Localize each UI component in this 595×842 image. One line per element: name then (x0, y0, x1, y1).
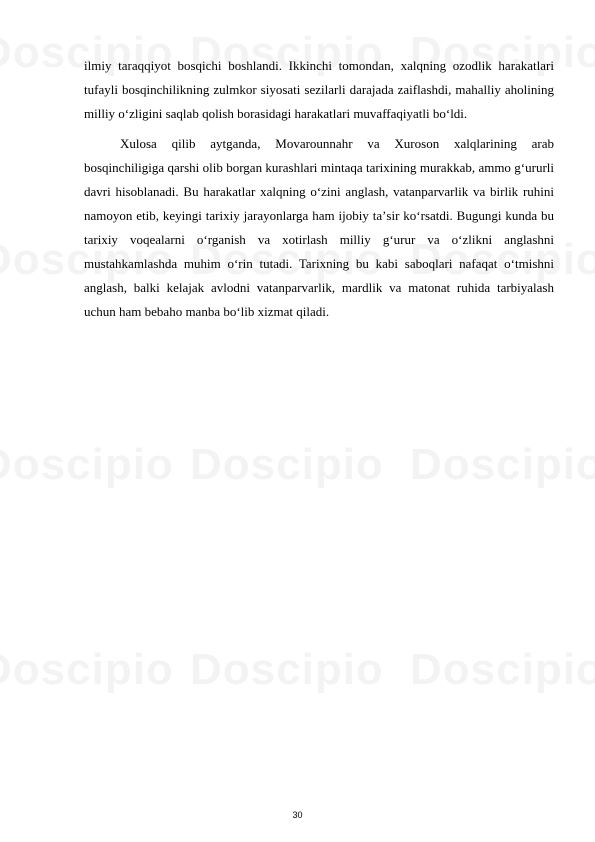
document-body (84, 54, 554, 324)
watermark-text (410, 440, 595, 490)
watermark-text (0, 645, 174, 695)
paragraph: Xulosa qilib aytganda, Movarounnahr va Xuroson xalqlarining arab bosqinchiligiga qarshi olib borgan kurashlari mintaqa tarixining murakkab, ammo g‘ururli davri hisoblanadi. Bu harakatlar xalqning o‘zini anglash, vatanparvarlik va birlik ruhini namoyon etib, keyingi tarixiy jarayonlarga ham ijobiy taʼsir ko‘rsatdi. Bugungi kunda bu tarixiy voqealarni o‘rganish va xotirlash milliy g‘urur va o‘zlikni anglashni mustahkamlashda muhim o‘rin tutadi. Tarixning bu kabi saboqlari nafaqat o‘tmishni anglash, balki kelajak avlodni vatanparvarlik, mardlik va matonat ruhida tarbiyalash uchun ham bebaho manba bo‘lib xizmat qiladi. (84, 136, 554, 319)
watermark-text (190, 440, 384, 490)
watermark-text (0, 440, 174, 490)
watermark-text (190, 645, 384, 695)
paragraph: ilmiy taraqqiyot bosqichi boshlandi. Ikkinchi tomondan, xalqning ozodlik harakatlari tufayli bosqinchilikning zulmkor siyosati sezilarli darajada zaiflashdi, mahalliy aholining milliy o‘zligini saqlab qolish borasidagi harakatlari muvaffaqiyatli bo‘ldi. (84, 58, 554, 121)
page-number: 30 (292, 810, 303, 820)
watermark-text (410, 645, 595, 695)
